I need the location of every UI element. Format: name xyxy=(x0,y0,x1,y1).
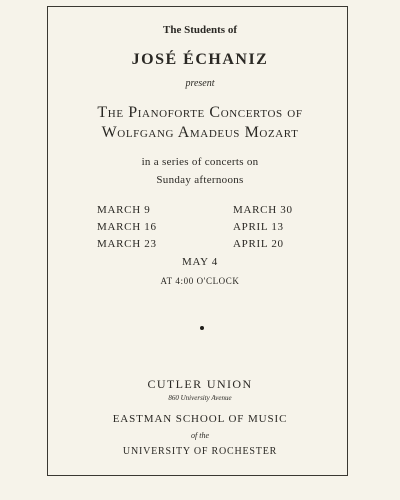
concert-date: APRIL 13 xyxy=(233,221,284,233)
concert-date: MARCH 30 xyxy=(233,204,293,216)
concert-time: AT 4:00 O'CLOCK xyxy=(160,276,240,286)
series-line-1: in a series of concerts on xyxy=(141,156,259,168)
concert-date: MARCH 23 xyxy=(97,238,157,250)
concert-date: MARCH 9 xyxy=(97,204,151,216)
series-line-2: Sunday afternoons xyxy=(156,174,244,186)
of-the-text: of the xyxy=(191,431,209,440)
venue-name: CUTLER UNION xyxy=(147,377,253,391)
school-name: EASTMAN SCHOOL OF MUSIC xyxy=(112,413,288,425)
title-line-1: The Pianoforte Concertos of xyxy=(97,104,303,121)
present-text: present xyxy=(185,78,215,89)
concert-date: APRIL 20 xyxy=(233,238,284,250)
university-name: UNIVERSITY OF ROCHESTER xyxy=(122,446,278,457)
page-border xyxy=(47,6,348,476)
conductor-name: JOSÉ ÉCHANIZ xyxy=(131,51,269,68)
intro-text: The Students of xyxy=(163,24,237,36)
venue-address: 860 University Avenue xyxy=(168,394,232,402)
concert-date-final: MAY 4 xyxy=(181,256,218,268)
title-line-2: Wolfgang Amadeus Mozart xyxy=(101,124,299,141)
concert-date: MARCH 16 xyxy=(97,221,157,233)
bullet-ornament xyxy=(200,326,204,330)
